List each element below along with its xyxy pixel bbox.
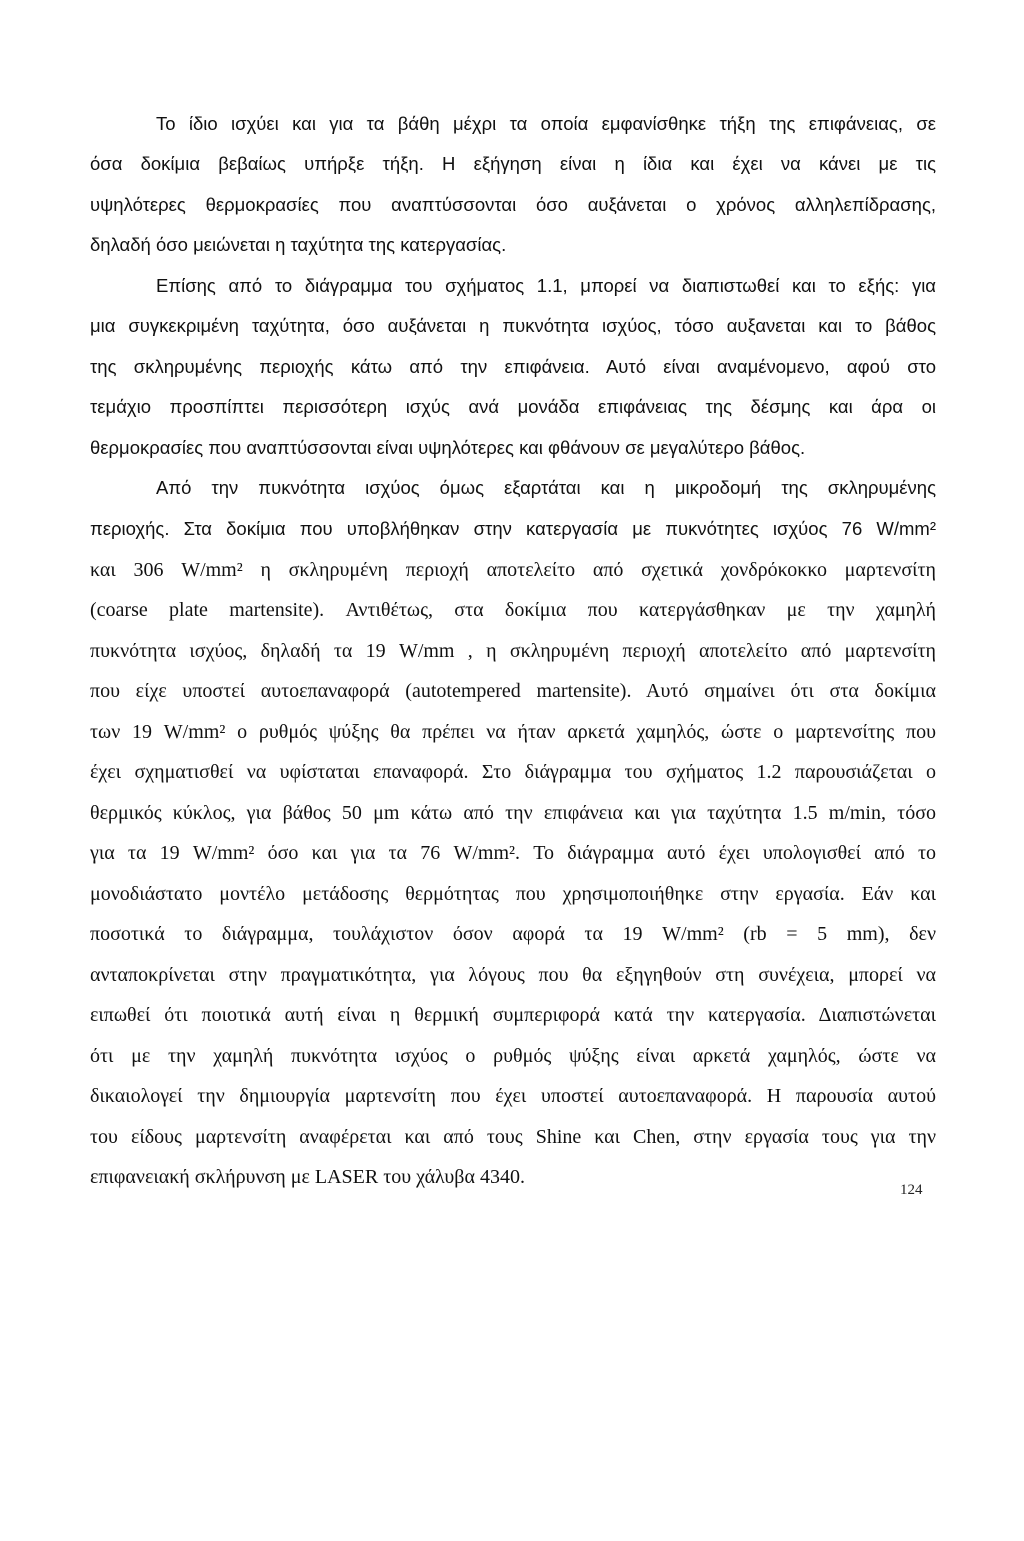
text-line: ποσοτικά το διάγραμμα, τουλάχιστον όσον αφορά τα 19 W/mm² (rb = 5 mm), δεν [90,923,936,945]
text-line: έχει σχηματισθεί να υφίσταται επαναφορά. Στο διάγραμμα του σχήματος 1.2 παρουσιάζεται ο [90,761,936,783]
text-line: μια συγκεκριμένη ταχύτητα, όσο αυξάνεται η πυκνότητα ισχύος, τόσο αυξανεται και το βάθος [90,315,936,336]
text-line: όσα δοκίμια βεβαίως υπήρξε τήξη. Η εξήγηση είναι η ίδια και έχει να κάνει με τις [90,153,936,174]
text-line: δικαιολογεί την δημιουργία μαρτενσίτη που έχει υποστεί αυτοεπαναφορά. Η παρουσία αυτού [90,1085,936,1107]
text-line: μονοδιάστατο μοντέλο μετάδοσης θερμότητας που χρησιμοποιήθηκε στην εργασία. Εάν και [90,883,936,905]
text-line: ειπωθεί ότι ποιοτικά αυτή είναι η θερμική συμπεριφορά κατά την κατεργασία. Διαπιστώνεται [90,1004,936,1026]
text-line: πυκνότητα ισχύος, δηλαδή τα 19 W/mm , η σκληρυμένη περιοχή αποτελείτο από μαρτενσίτη [90,640,936,662]
text-line: Το ίδιο ισχύει και για τα βάθη μέχρι τα οποία εμφανίσθηκε τήξη της επιφάνειας, σε [156,113,936,134]
text-line: δηλαδή όσο μειώνεται η ταχύτητα της κατεργασίας. [90,234,507,255]
text-line: των 19 W/mm² ο ρυθμός ψύξης θα πρέπει να ήταν αρκετά χαμηλός, ώστε ο μαρτενσίτης που [90,721,936,743]
text-line: Επίσης από το διάγραμμα του σχήματος 1.1, μπορεί να διαπιστωθεί και το εξής: για [156,275,936,296]
text-line: περιοχής. Στα δοκίμια που υποβλήθηκαν στην κατεργασία με πυκνότητες ισχύος 76 W/mm² [90,518,936,539]
text-line: της σκληρυμένης περιοχής κάτω από την επιφάνεια. Αυτό είναι αναμένομενο, αφού στο [90,356,936,377]
text-line: για τα 19 W/mm² όσο και για τα 76 W/mm². Το διάγραμμα αυτό έχει υπολογισθεί από το [90,842,936,864]
text-line: θερμικός κύκλος, για βάθος 50 μm κάτω από την επιφάνεια και για ταχύτητα 1.5 m/min, τόσο [90,802,936,824]
text-line: που είχε υποστεί αυτοεπαναφορά (autotempered martensite). Αυτό σημαίνει ότι στα δοκίμια [90,680,936,702]
text-line: και 306 W/mm² η σκληρυμένη περιοχή αποτελείτο από σχετικά χονδρόκοκκο μαρτενσίτη [90,559,936,581]
page-number: 124 [900,1182,923,1198]
text-line: τεμάχιο προσπίπτει περισσότερη ισχύς ανά μονάδα επιφάνειας της δέσμης και άρα οι [90,396,936,417]
text-line: (coarse plate martensite). Αντιθέτως, στα δοκίμια που κατεργάσθηκαν με την χαμηλή [90,599,936,621]
text-line: Από την πυκνότητα ισχύος όμως εξαρτάται και η μικροδομή της σκληρυμένης [156,477,936,498]
text-line: του είδους μαρτενσίτη αναφέρεται και από τους Shine και Chen, στην εργασία τους για την [90,1126,936,1148]
text-line: ανταποκρίνεται στην πραγματικότητα, για λόγους που θα εξηγηθούν στη συνέχεια, μπορεί να [90,964,936,986]
text-line: θερμοκρασίες που αναπτύσσονται είναι υψηλότερες και φθάνουν σε μεγαλύτερο βάθος. [90,437,806,458]
text-line: υψηλότερες θερμοκρασίες που αναπτύσσονται όσο αυξάνεται ο χρόνος αλληλεπίδρασης, [90,194,936,215]
text-line: επιφανειακή σκλήρυνση με LASER του χάλυβα 4340. [90,1166,525,1188]
text-line: ότι με την χαμηλή πυκνότητα ισχύος ο ρυθμός ψύξης είναι αρκετά χαμηλός, ώστε να [90,1045,936,1067]
